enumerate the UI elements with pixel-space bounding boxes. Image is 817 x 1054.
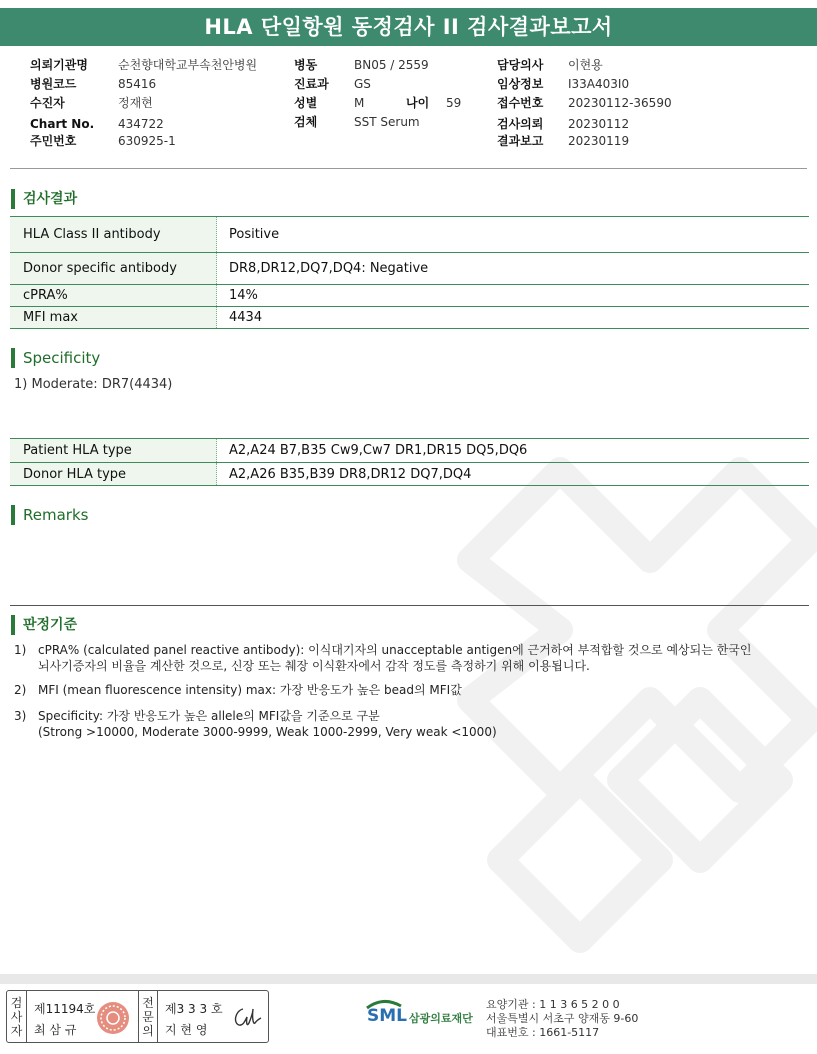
label-ward: 병동 bbox=[294, 58, 318, 72]
label-patient: 수진자 bbox=[30, 96, 65, 110]
org-street: 서울특별시 서초구 양재동 9-60 bbox=[486, 1012, 639, 1025]
value-ward: BN05 / 2559 bbox=[354, 58, 429, 72]
value-hospital-code: 85416 bbox=[118, 77, 157, 91]
row-value: A2,A24 B7,B35 Cw9,Cw7 DR1,DR15 DQ5,DQ6 bbox=[229, 443, 528, 458]
value-doctor: 이현용 bbox=[568, 58, 603, 72]
specificity-section-title: Specificity bbox=[11, 348, 100, 368]
row-value: DR8,DR12,DQ7,DQ4: Negative bbox=[229, 261, 429, 276]
table-row bbox=[10, 307, 809, 329]
seal-stamp-icon bbox=[95, 1000, 131, 1036]
label-age: 나이 bbox=[406, 96, 430, 110]
label-clinical-info: 임상정보 bbox=[497, 77, 544, 91]
row-value: Positive bbox=[229, 227, 280, 242]
inspector-label: 검 사 자 bbox=[7, 991, 27, 1042]
results-section-title: 검사결과 bbox=[11, 189, 77, 209]
criteria-text: cPRA% (calculated panel reactive antibody): 이식대기자의 unacceptable antigen에 근거하여 부적합할 것으로 예상되는 한국인 bbox=[38, 643, 752, 657]
row-label: HLA Class II antibody bbox=[10, 217, 217, 252]
value-specimen: SST Serum bbox=[354, 115, 420, 129]
value-request-date: 20230112 bbox=[568, 117, 630, 131]
specialist-label: 전 문 의 bbox=[138, 991, 158, 1042]
value-institution: 순천향대학교부속천안병원 bbox=[118, 58, 258, 72]
criteria-text: 뇌사기증자의 비율을 계산한 것으로, 신장 또는 췌장 이식환자에서 감작 정도를 측정하기 위해 이용됩니다. bbox=[38, 659, 590, 673]
label-hospital-code: 병원코드 bbox=[30, 77, 77, 91]
criteria-num: 1) bbox=[14, 643, 27, 657]
label-resident-no: 주민번호 bbox=[30, 134, 77, 148]
label-sex: 성별 bbox=[294, 96, 318, 110]
value-clinical-info: I33A403I0 bbox=[568, 77, 630, 91]
value-department: GS bbox=[354, 77, 371, 91]
signature-icon bbox=[229, 1003, 265, 1033]
results-table bbox=[10, 216, 809, 330]
row-value: A2,A26 B35,B39 DR8,DR12 DQ7,DQ4 bbox=[229, 466, 472, 482]
row-label: Donor HLA type bbox=[10, 463, 217, 485]
row-label: Donor specific antibody bbox=[10, 253, 217, 284]
row-value: 4434 bbox=[229, 310, 263, 325]
signature-box bbox=[6, 990, 269, 1043]
label-request-date: 검사의뢰 bbox=[497, 117, 544, 131]
report-title: HLA 단일항원 동정검사 II 검사결과보고서 bbox=[0, 8, 817, 46]
criteria-num: 3) bbox=[14, 709, 27, 723]
row-label: cPRA% bbox=[10, 285, 217, 306]
value-patient: 정재현 bbox=[118, 96, 153, 110]
value-resident-no: 630925-1 bbox=[118, 134, 176, 148]
label-doctor: 담당의사 bbox=[497, 58, 544, 72]
table-row bbox=[10, 217, 809, 253]
logo-text: SML bbox=[367, 1006, 407, 1026]
value-report-date: 20230119 bbox=[568, 134, 630, 148]
org-address bbox=[486, 998, 638, 1040]
criteria-num: 2) bbox=[14, 683, 27, 697]
divider bbox=[10, 168, 807, 169]
specialist-license: 제3 3 3 호 bbox=[165, 1002, 223, 1016]
org-name: 삼광의료재단 bbox=[409, 1012, 473, 1025]
inspector-license: 제11194호 bbox=[34, 1002, 96, 1016]
footer-band bbox=[0, 974, 817, 984]
criteria-section-title: 판정기준 bbox=[11, 615, 77, 635]
criteria-text: (Strong >10000, Moderate 3000-9999, Weak 1000-2999, Very weak <1000) bbox=[38, 725, 497, 739]
value-chart-no: 434722 bbox=[118, 117, 164, 131]
row-value: 14% bbox=[229, 288, 258, 303]
table-row bbox=[10, 285, 809, 307]
row-label: Patient HLA type bbox=[10, 439, 217, 462]
table-row bbox=[10, 439, 809, 463]
value-age: 59 bbox=[446, 96, 462, 110]
label-report-date: 결과보고 bbox=[497, 134, 544, 148]
criteria-text: Specificity: 가장 반응도가 높은 allele의 MFI값을 기준으로 구분 bbox=[38, 709, 380, 723]
org-code: 요양기관 : 1 1 3 6 5 2 0 0 bbox=[486, 998, 620, 1011]
value-receipt-no: 20230112-36590 bbox=[568, 96, 672, 110]
specificity-line: 1) Moderate: DR7(4434) bbox=[14, 377, 173, 392]
specialist-name: 지 현 영 bbox=[165, 1023, 208, 1037]
remarks-section-title: Remarks bbox=[11, 505, 88, 525]
divider bbox=[10, 605, 809, 606]
table-row bbox=[10, 253, 809, 285]
inspector-name: 최 삼 규 bbox=[34, 1023, 77, 1037]
label-department: 진료과 bbox=[294, 77, 329, 91]
label-specimen: 검체 bbox=[294, 115, 318, 129]
label-receipt-no: 접수번호 bbox=[497, 96, 544, 110]
hla-type-table bbox=[10, 438, 809, 487]
table-row bbox=[10, 463, 809, 486]
label-institution: 의뢰기관명 bbox=[30, 58, 88, 72]
criteria-text: MFI (mean fluorescence intensity) max: 가장 반응도가 높은 bead의 MFI값 bbox=[38, 683, 462, 697]
label-chart-no: Chart No. bbox=[30, 117, 95, 131]
row-label: MFI max bbox=[10, 307, 217, 328]
value-sex: M bbox=[354, 96, 365, 110]
org-phone: 대표번호 : 1661-5117 bbox=[486, 1026, 600, 1039]
